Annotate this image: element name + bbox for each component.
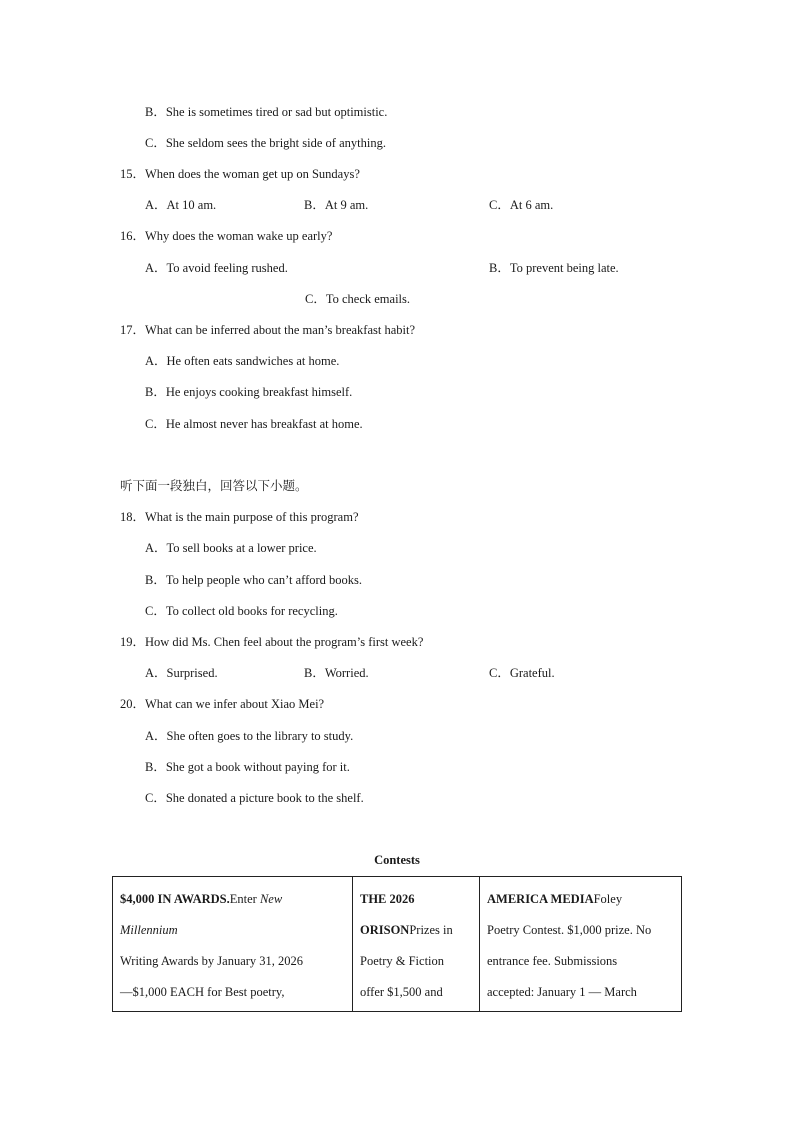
contest-2-line-1: THE 2026 <box>360 892 415 906</box>
q19-option-a: A．Surprised. <box>145 666 218 680</box>
q15-option-c: C．At 6 am. <box>489 198 554 212</box>
q17-option-a: A．He often eats sandwiches at home. <box>145 354 340 368</box>
contest-cell-new-millennium <box>113 877 353 1011</box>
q19-stem: 19．How did Ms. Chen feel about the program’s first week? <box>120 635 424 649</box>
q16-option-a: A．To avoid feeling rushed. <box>145 261 288 275</box>
q18-option-c: C．To collect old books for recycling. <box>145 604 338 618</box>
q17-option-b: B．He enjoys cooking breakfast himself. <box>145 385 353 399</box>
contest-3-line-4: accepted: January 1 — March <box>487 985 637 999</box>
monologue-instruction: 听下面一段独白，回答以下小题。 <box>120 478 308 493</box>
contest-cell-orison <box>353 877 480 1011</box>
q20-option-a: A．She often goes to the library to study. <box>145 729 354 743</box>
contest-3-line-2: Poetry Contest. $1,000 prize. No <box>487 923 652 937</box>
contest-2-line-2: ORISONPrizes in <box>360 923 453 937</box>
q15-option-b: B．At 9 am. <box>304 198 369 212</box>
q20-option-b: B．She got a book without paying for it. <box>145 760 350 774</box>
contest-2-line-4: offer $1,500 and <box>360 985 443 999</box>
q14-option-c: C．She seldom sees the bright side of anything. <box>145 136 386 150</box>
contest-1-line-3: Writing Awards by January 31, 2026 <box>120 954 304 968</box>
contest-1-line-2: Millennium <box>120 923 178 937</box>
q18-option-a: A．To sell books at a lower price. <box>145 541 317 555</box>
q17-option-c: C．He almost never has breakfast at home. <box>145 417 363 431</box>
contests-table <box>112 876 682 1012</box>
q18-option-b: B．To help people who can’t afford books. <box>145 573 363 587</box>
contest-1-line-1: $4,000 IN AWARDS.Enter New <box>120 892 283 906</box>
contest-cell-america-media <box>480 877 681 1011</box>
q15-stem: 15．When does the woman get up on Sundays? <box>120 167 360 181</box>
contests-title: Contests <box>374 853 420 867</box>
q20-option-c: C．She donated a picture book to the shelf. <box>145 791 364 805</box>
q16-stem: 16．Why does the woman wake up early? <box>120 229 333 243</box>
q19-option-b: B．Worried. <box>304 666 369 680</box>
q14-option-b: B．She is sometimes tired or sad but optimistic. <box>145 105 388 119</box>
contest-3-line-3: entrance fee. Submissions <box>487 954 618 968</box>
contest-1-line-4: —$1,000 EACH for Best poetry, <box>120 985 285 999</box>
q18-stem: 18．What is the main purpose of this program? <box>120 510 359 524</box>
q17-stem: 17．What can be inferred about the man’s breakfast habit? <box>120 323 416 337</box>
contest-2-line-3: Poetry & Fiction <box>360 954 445 968</box>
q16-option-c: C．To check emails. <box>305 292 411 306</box>
contest-3-line-1: AMERICA MEDIAFoley <box>487 892 623 906</box>
q19-option-c: C．Grateful. <box>489 666 555 680</box>
q20-stem: 20．What can we infer about Xiao Mei? <box>120 697 325 711</box>
q15-option-a: A．At 10 am. <box>145 198 217 212</box>
q16-option-b: B．To prevent being late. <box>489 261 619 275</box>
